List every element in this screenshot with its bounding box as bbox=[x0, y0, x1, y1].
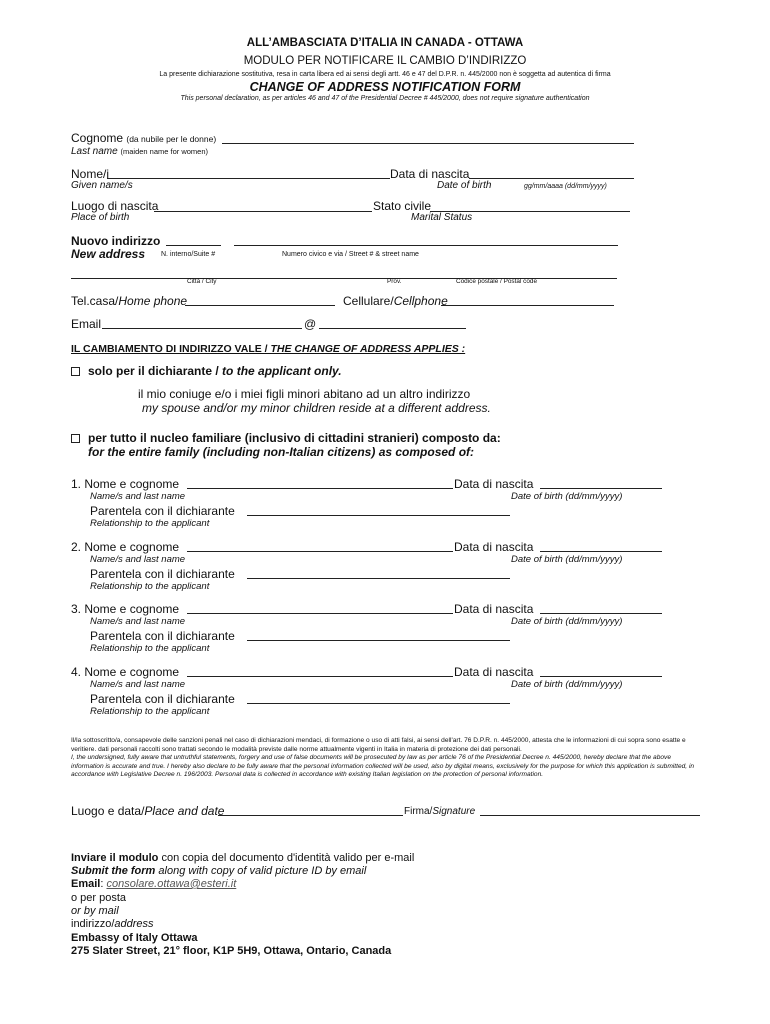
member-name-label-en: Name/s and last name bbox=[90, 554, 186, 565]
civil-status-label: Stato civile bbox=[373, 199, 432, 213]
postal-caption: Codice postale / Postal code bbox=[456, 278, 537, 285]
member-dob-label: Data di nascita bbox=[454, 665, 534, 679]
member-relationship-label-en: Relationship to the applicant bbox=[90, 518, 210, 529]
surname-label: Cognome (da nubile per le donne) bbox=[71, 131, 217, 145]
given-name-label-en: Given name/s bbox=[71, 180, 133, 191]
given-name-label: Nome/i bbox=[71, 167, 110, 181]
new-address-label: Nuovo indirizzo bbox=[71, 234, 161, 248]
note-it: La presente dichiarazione sostitutiva, resa in carta libera ed ai sensi degli artt. 46 e 47 del D.P.R. n. 445/2000 non è soggetta ad autentica di firma bbox=[159, 71, 611, 78]
member-name-label: 1. Nome e cognome bbox=[71, 477, 180, 491]
option-applicant-sub-en: my spouse and/or my minor children reside at a different address. bbox=[142, 401, 491, 415]
dob-label: Data di nascita bbox=[390, 167, 470, 181]
member-dob-label: Data di nascita bbox=[454, 602, 534, 616]
member-dob-field[interactable] bbox=[540, 551, 662, 552]
email-domain-field[interactable] bbox=[319, 328, 466, 329]
or-post-it: o per posta bbox=[71, 892, 127, 904]
member-relationship-label-en: Relationship to the applicant bbox=[90, 581, 210, 592]
member-dob-field[interactable] bbox=[540, 676, 662, 677]
cellphone-label: Cellulare/Cellphone bbox=[343, 294, 448, 308]
home-phone-field[interactable] bbox=[185, 305, 335, 306]
member-relationship-field[interactable] bbox=[247, 578, 510, 579]
member-name-field[interactable] bbox=[187, 488, 453, 489]
member-dob-label-en: Date of birth (dd/mm/yyyy) bbox=[511, 554, 623, 565]
member-name-label: 3. Nome e cognome bbox=[71, 602, 180, 616]
member-relationship-field[interactable] bbox=[247, 703, 510, 704]
member-name-field[interactable] bbox=[187, 676, 453, 677]
legal-declaration-en: I, the undersigned, fully aware that untruthful statements, forgery and use of false documents will be prosecuted by law as per article 76 of the Presidential Decree n. 445/2000, hereby declare that the above information is accurate and true. I hereby also declare to be fully aware that the personal information collected will be used, also by digital means, exclusively for the purpose for which this application is submitted, in accordance with Legislative Decree n. 196/2003. Personal data is collected in accordance with existing Italian legislation on the protection of personal information. bbox=[71, 754, 695, 779]
member-relationship-label: Parentela con il dichiarante bbox=[90, 504, 235, 518]
consulate-email-link[interactable]: consolare.ottawa@esteri.it bbox=[106, 878, 237, 890]
member-dob-label: Data di nascita bbox=[454, 540, 534, 554]
member-relationship-label-en: Relationship to the applicant bbox=[90, 706, 210, 717]
surname-label-en: Last name (maiden name for women) bbox=[71, 146, 209, 157]
member-dob-label: Data di nascita bbox=[454, 477, 534, 491]
member-name-label-en: Name/s and last name bbox=[90, 616, 186, 627]
submit-email: Email: consolare.ottawa@esteri.it bbox=[71, 878, 237, 890]
street-field[interactable] bbox=[234, 245, 618, 246]
pob-field[interactable] bbox=[154, 211, 372, 212]
member-relationship-label: Parentela con il dichiarante bbox=[90, 692, 235, 706]
email-label: Email bbox=[71, 317, 102, 331]
submit-line-en: Submit the form along with copy of valid picture ID by email bbox=[71, 865, 367, 877]
or-post-en: or by mail bbox=[71, 905, 119, 917]
member-name-label: 2. Nome e cognome bbox=[71, 540, 180, 554]
street-caption: Numero civico e via / Street # & street name bbox=[282, 251, 419, 258]
option-whole-family[interactable]: per tutto il nucleo familiare (inclusivo di cittadini stranieri) composto da: bbox=[71, 431, 501, 445]
pob-label: Luogo di nascita bbox=[71, 199, 159, 213]
at-sign: @ bbox=[304, 317, 317, 331]
member-name-field[interactable] bbox=[187, 551, 453, 552]
note-en: This personal declaration, as per articles 46 and 47 of the Presidential Decree # 445/2000, does not require signature authentication bbox=[180, 95, 590, 102]
form-title-en: CHANGE OF ADDRESS NOTIFICATION FORM bbox=[249, 80, 521, 94]
applicant-only-checkbox[interactable] bbox=[71, 367, 80, 376]
member-name-label: 4. Nome e cognome bbox=[71, 665, 180, 679]
place-date-label: Luogo e data/Place and date bbox=[71, 804, 225, 818]
member-dob-field[interactable] bbox=[540, 613, 662, 614]
pob-label-en: Place of birth bbox=[71, 212, 130, 223]
applies-heading: IL CAMBIAMENTO DI INDIRIZZO VALE / THE CHANGE OF ADDRESS APPLIES : bbox=[71, 343, 466, 355]
consulate-heading: ALL’AMBASCIATA D’ITALIA IN CANADA - OTTAWA bbox=[246, 37, 524, 49]
member-dob-label-en: Date of birth (dd/mm/yyyy) bbox=[511, 679, 623, 690]
member-dob-field[interactable] bbox=[540, 488, 662, 489]
option-applicant-only[interactable]: solo per il dichiarante / to the applicant only. bbox=[71, 364, 342, 378]
surname-field[interactable] bbox=[222, 143, 634, 144]
member-name-label-en: Name/s and last name bbox=[90, 491, 186, 502]
civil-status-label-en: Marital Status bbox=[411, 212, 473, 223]
member-relationship-label: Parentela con il dichiarante bbox=[90, 629, 235, 643]
dob-label-en: Date of birth bbox=[437, 180, 492, 191]
whole-family-checkbox[interactable] bbox=[71, 434, 80, 443]
option-applicant-sub-it: il mio coniuge e/o i miei figli minori abitano ad un altro indirizzo bbox=[138, 387, 471, 401]
dob-format: gg/mm/aaaa (dd/mm/yyyy) bbox=[524, 183, 607, 190]
member-name-label-en: Name/s and last name bbox=[90, 679, 186, 690]
email-user-field[interactable] bbox=[102, 328, 302, 329]
form-title-it: MODULO PER NOTIFICARE IL CAMBIO D’INDIRIZZO bbox=[243, 55, 527, 67]
signature-label: Firma/Signature bbox=[404, 806, 476, 817]
member-relationship-label: Parentela con il dichiarante bbox=[90, 567, 235, 581]
legal-declaration-it: Il/la sottoscritto/a, consapevole delle sanzioni penali nel caso di dichiarazioni mendaci, di formazione o uso di atti falsi, ai sensi dell'art. 76 D.P.R. n. 445/2000, attesta che le informazioni di cui sopra sono esatte e veritiere. dati personali raccolti sono trattati secondo le modalità previste dalle norme attualmente vigenti in Italia in materia di protezione dei dati personali. bbox=[71, 737, 686, 753]
city-caption: Città / City bbox=[187, 278, 217, 285]
member-relationship-label-en: Relationship to the applicant bbox=[90, 643, 210, 654]
option-whole-family-en: for the entire family (including non-Italian citizens) as composed of: bbox=[88, 445, 475, 459]
member-relationship-field[interactable] bbox=[247, 515, 510, 516]
embassy-street: 275 Slater Street, 21° floor, K1P 5H9, Ottawa, Ontario, Canada bbox=[71, 945, 392, 957]
embassy-name: Embassy of Italy Ottawa bbox=[71, 932, 198, 944]
home-phone-label: Tel.casa/Home phone bbox=[71, 294, 188, 308]
cellphone-field[interactable] bbox=[441, 305, 614, 306]
suite-caption: N. interno/Suite # bbox=[161, 251, 216, 258]
member-name-field[interactable] bbox=[187, 613, 453, 614]
member-dob-label-en: Date of birth (dd/mm/yyyy) bbox=[511, 616, 623, 627]
suite-field[interactable] bbox=[166, 245, 221, 246]
prov-caption: Prov. bbox=[387, 278, 402, 285]
submit-line-it: Inviare il modulo con copia del documento d'identità valido per e-mail bbox=[71, 852, 415, 864]
dob-field[interactable] bbox=[469, 178, 634, 179]
place-date-field[interactable] bbox=[218, 815, 403, 816]
address-label: indirizzo/address bbox=[71, 918, 154, 930]
given-name-field[interactable] bbox=[107, 178, 390, 179]
member-dob-label-en: Date of birth (dd/mm/yyyy) bbox=[511, 491, 623, 502]
signature-field[interactable] bbox=[480, 815, 700, 816]
member-relationship-field[interactable] bbox=[247, 640, 510, 641]
new-address-label-en: New address bbox=[71, 247, 146, 261]
